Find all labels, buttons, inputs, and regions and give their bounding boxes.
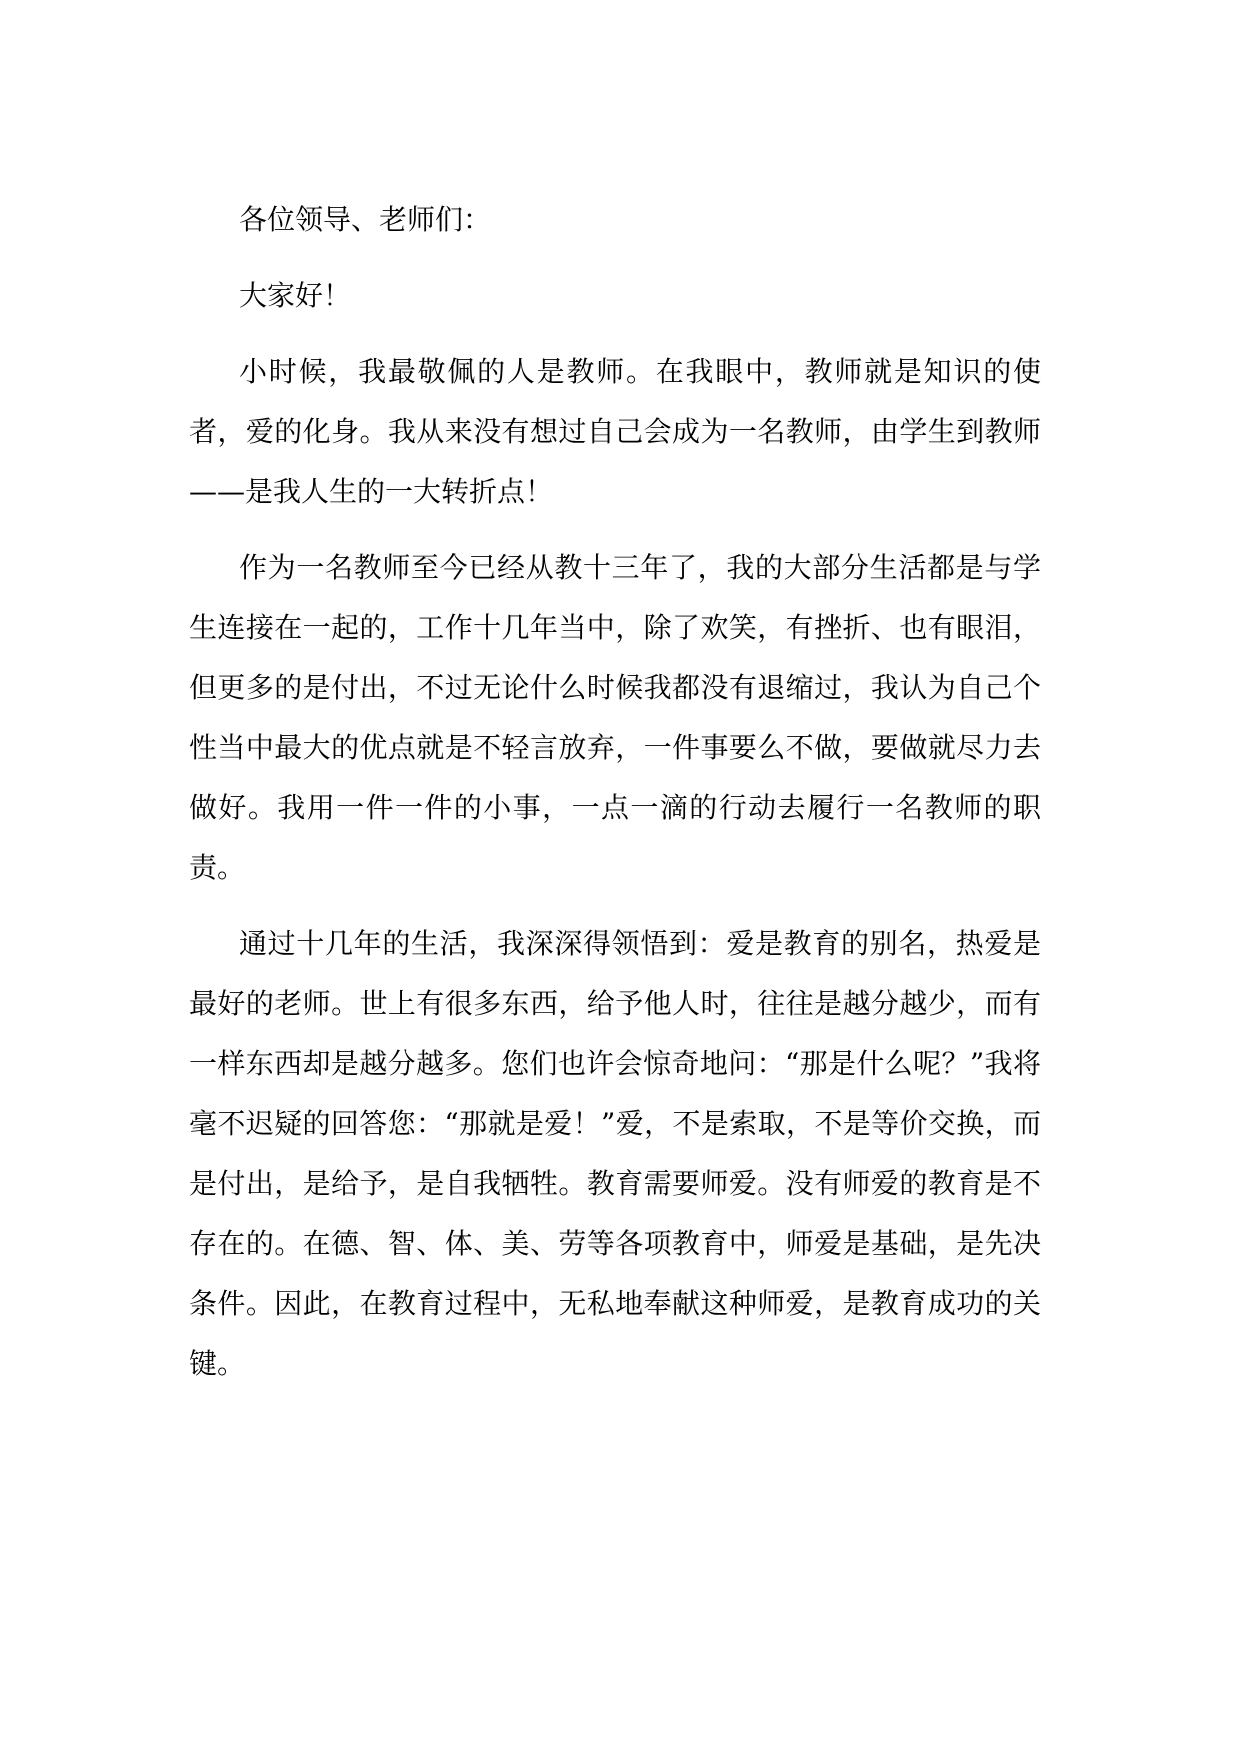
document-body — [189, 190, 1041, 1410]
paragraph-childhood: 小时候，我最敬佩的人是教师。在我眼中，教师就是知识的使者，爱的化身。我从来没有想过自己会成为一名教师，由学生到教师——是我人生的一大转折点！ — [189, 355, 1041, 508]
paragraph-teacher-love: 通过十几年的生活，我深深得领悟到：爱是教育的别名，热爱是最好的老师。世上有很多东西，给予他人时，往往是越分越少，而有一样东西却是越分越多。您们也许会惊奇地问：“那是什么呢？”我将毫不迟疑的回答您：“那就是爱！”爱，不是索取，不是等价交换，而是付出，是给予，是自我牺牲。教育需要师爱。没有师爱的教育是不存在的。在德、智、体、美、劳等各项教育中，师爱是基础，是先决条件。因此，在教育过程中，无私地奉献这种师爱，是教育成功的关键。 — [189, 927, 1041, 1380]
greeting-line: 各位领导、老师们： — [239, 203, 492, 236]
salutation-line: 大家好！ — [239, 279, 352, 312]
paragraph-teaching-career: 作为一名教师至今已经从教十三年了，我的大部分生活都是与学生连接在一起的，工作十几年当中，除了欢笑，有挫折、也有眼泪，但更多的是付出，不过无论什么时候我都没有退缩过，我认为自己个性当中最大的优点就是不轻言放弃，一件事要么不做，要做就尽力去做好。我用一件一件的小事，一点一滴的行动去履行一名教师的职责。 — [189, 551, 1041, 884]
